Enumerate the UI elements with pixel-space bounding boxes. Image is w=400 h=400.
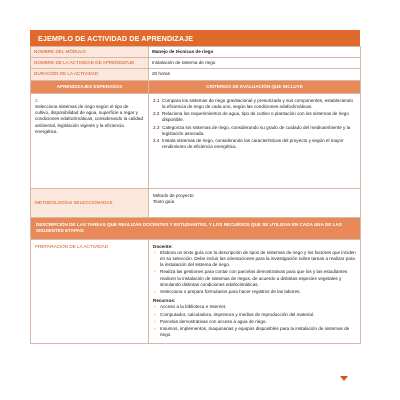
recurso-item: › Insumos, implementos, maquinarias y equipos disponibles para la instalación de sistemas de riego. (160, 326, 356, 338)
criterio-item: 2.2 Relaciona los requerimientos de agua, tipo de cultivo o plantación con los sistemas de riego disponible. (153, 111, 349, 123)
preparacion-content (149, 239, 361, 344)
row-preparacion (31, 239, 361, 344)
recurso-item: › Computador, calculadora, impresora y medios de reproducción del material. (160, 312, 356, 318)
recurso-item: › Parcelas demostrativas con acceso a agua de riego. (160, 319, 356, 325)
metodologia-item: Método de proyecto (153, 192, 194, 198)
value-actividad: Instalación de sistema de riego (149, 58, 361, 69)
recursos-list (153, 304, 356, 338)
docente-item: › Elabora un texto guía con la descripción de tipos de sistemas de riego y los factores que inciden en su selección. Debe incluir las orientaciones para la investigación sobre tareas a realizar para la instalación del sistema de riego. (160, 250, 356, 269)
aprendizaje-cell (31, 93, 149, 188)
label-preparacion: PREPARACIÓN DE LA ACTIVIDAD (31, 239, 149, 344)
row-duracion (31, 69, 361, 80)
value-modulo: Manejo de técnicas de riego (149, 47, 361, 58)
row-metodologias (31, 188, 361, 217)
activity-table (30, 46, 361, 344)
label-metodologias: METODOLOGÍAS SELECCIONADAS (31, 188, 149, 217)
header-aprendizajes: APRENDIZAJES ESPERADOS (31, 80, 149, 93)
criterios-cell (149, 93, 361, 188)
row-headers (31, 80, 361, 93)
value-duracion: 20 horas (149, 69, 361, 80)
header-criterios: CRITERIOS DE EVALUACIÓN QUE INCLUYE (149, 80, 361, 93)
label-modulo: NOMBRE DEL MÓDULO (31, 47, 149, 58)
recurso-item: › Acceso a la biblioteca e Internet. (160, 304, 356, 310)
label-duracion: DURACIÓN DE LA ACTIVIDAD (31, 69, 149, 80)
continue-arrow-icon (340, 376, 348, 381)
row-descripcion (31, 217, 361, 239)
row-actividad (31, 58, 361, 69)
criterio-item: 2.4 Instala sistemas de riego, considerando las características del proyecto y según el mayor rendimiento de eficiencia energética. (153, 138, 344, 150)
criterios-list (153, 98, 356, 151)
aprendizaje-text: Selecciona sistemas de riego según el tipo de cultivo, disponibilidad de agua, superficie a regar y condiciones edafoclimáticas, considerando la calidad ambiental, legislación vigente y la eficiencia energética. (35, 104, 144, 134)
metodologia-item: Texto guía (153, 199, 175, 205)
row-modulo (31, 47, 361, 58)
docente-list (153, 250, 356, 295)
row-aprendizaje (31, 93, 361, 188)
criterio-item: 2.1 Compara los sistemas de riego gravitacional y presurizado y sus componentes, estableciendo la eficiencia de riego de cada uno, según las condiciones edafoclimáticas. (153, 97, 353, 110)
value-metodologias (149, 188, 361, 217)
docente-title: Docente: (153, 243, 173, 249)
descripcion-header: DESCRIPCIÓN DE LAS TAREAS QUE REALIZAN DOCENTES Y ESTUDIANTES, Y LOS RECURSOS QUE SE UTILIZAN EN CADA UNA DE LAS SIGUIENTES ETAPAS: (31, 217, 361, 239)
activity-page (30, 30, 360, 344)
page-title: EJEMPLO DE ACTIVIDAD DE APRENDIZAJE (30, 30, 360, 46)
docente-item: › Selecciona o prepara formularios para hacer registros de las labores. (160, 289, 356, 295)
criterio-item: 2.3 Categoriza los sistemas de riego, considerando su grado de cuidado del medioambiente y la legislación asociada. (153, 124, 351, 136)
label-actividad: NOMBRE DE LA ACTIVIDAD DE APRENDIZAJE (31, 58, 149, 69)
docente-item: › Realiza las gestiones para contar con parcelas demostrativas para que los y las estudiantes realicen la instalación de sistemas de riegos, de acuerdo a distintas especies vegetales y simulando distintas condiciones edafoclimáticas. (160, 269, 356, 288)
recursos-title: Recursos: (153, 298, 176, 304)
aprendizaje-number: 2. (35, 97, 39, 103)
